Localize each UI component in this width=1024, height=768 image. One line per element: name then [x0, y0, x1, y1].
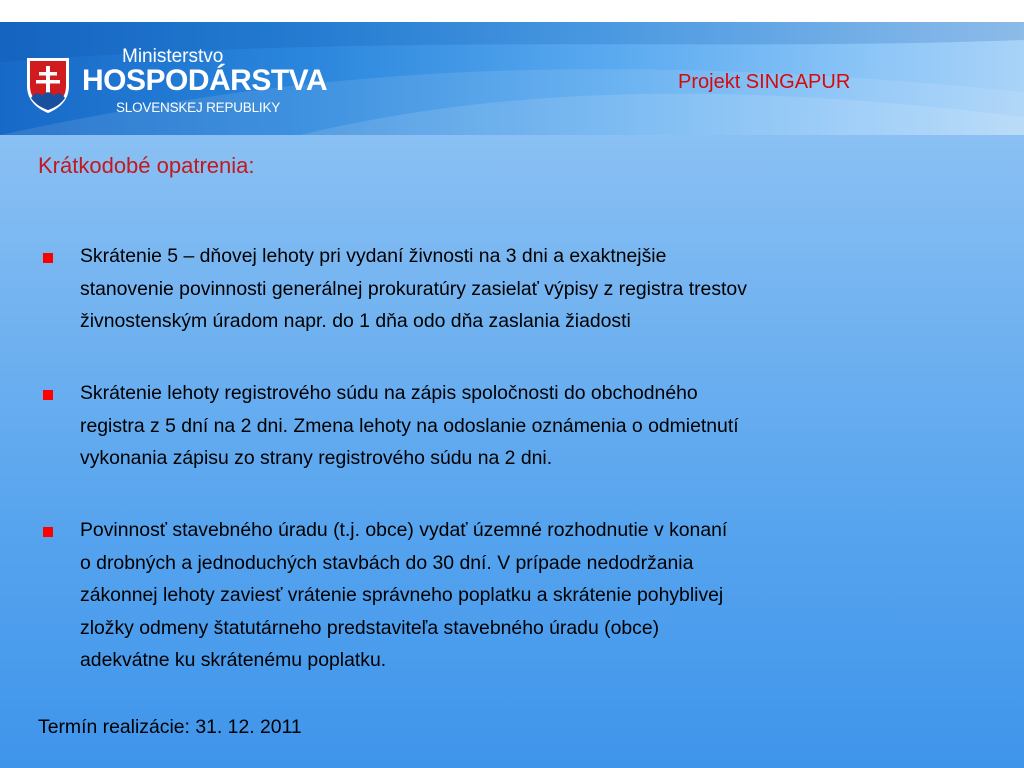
slide-heading: Krátkodobé opatrenia: [38, 153, 255, 178]
realization-deadline: Termín realizácie: 31. 12. 2011 [38, 716, 302, 738]
logo-line-republiky: SLOVENSKEJ REPUBLIKY [116, 100, 281, 115]
logo-line-ministerstvo: Ministerstvo [122, 46, 224, 67]
header-banner [0, 22, 1024, 135]
bullet-text: Povinnosť stavebného úradu (t.j. obce) vydať územné rozhodnutie v konaní o drobných a jednoduchých stavbách do 30 dní. V prípade nedodržania zákonnej lehoty zaviesť vrátenie správneho poplatku a skrátenie pohyblivej zložky odmeny štatutárneho predstaviteľa stavebného úradu (obce) adekvátne ku skrátenému poplatku. [80, 519, 728, 671]
ministry-logo [24, 42, 328, 122]
logo-line-hospodarstva: HOSPODÁRSTVA [82, 64, 328, 97]
project-title: Projekt SINGAPUR [678, 71, 851, 93]
bullet-marker-icon [43, 527, 53, 537]
top-strip [0, 0, 1024, 22]
bullet-text: Skrátenie lehoty registrového súdu na zápis spoločnosti do obchodného registra z 5 dní na 2 dni. Zmena lehoty na odoslanie oznámenia o odmietnutí vykonania zápisu zo strany registrového súdu na 2 dni. [80, 382, 739, 469]
slovak-coat-of-arms-icon [24, 56, 72, 114]
bullet-marker-icon [43, 253, 53, 263]
bullet-marker-icon [43, 390, 53, 400]
bullet-text: Skrátenie 5 – dňovej lehoty pri vydaní živnosti na 3 dni a exaktnejšie stanovenie povinnosti generálnej prokuratúry zasielať výpisy z registra trestov živnostenským úradom napr. do 1 dňa odo dňa zaslania žiadosti [80, 245, 747, 332]
